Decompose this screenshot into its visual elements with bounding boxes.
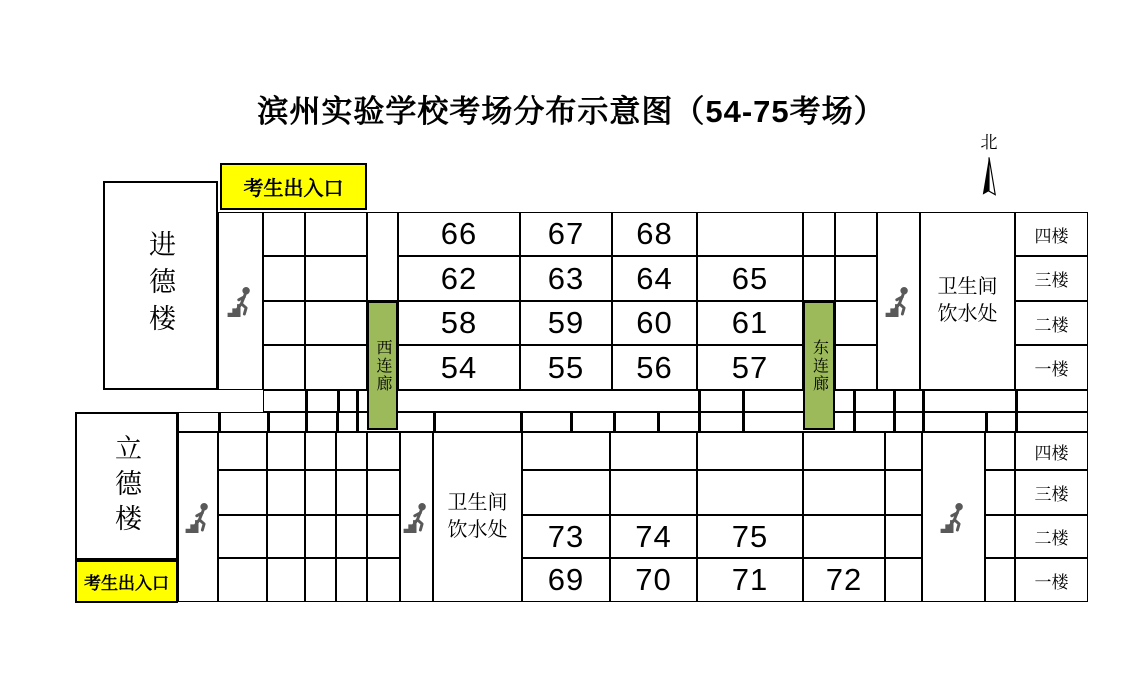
corridor-divider bbox=[356, 412, 359, 432]
room-cell: 67 bbox=[520, 212, 612, 256]
stairwell-cell bbox=[178, 432, 218, 602]
restroom-label-line2: 饮水处 bbox=[937, 303, 998, 325]
room-cell: 54 bbox=[398, 345, 520, 390]
empty-cell bbox=[305, 558, 336, 602]
corridor-divider bbox=[218, 412, 221, 432]
floor-label-cell: 四楼 bbox=[1015, 212, 1088, 256]
stairs-icon bbox=[183, 500, 214, 535]
empty-cell bbox=[267, 470, 305, 515]
corridor-divider bbox=[356, 390, 359, 412]
corridor-divider bbox=[742, 390, 745, 412]
jinde-building bbox=[103, 181, 218, 390]
room-cell bbox=[803, 515, 885, 558]
empty-cell bbox=[835, 212, 877, 256]
entrance-upper-label: 考生出入口 bbox=[243, 178, 344, 200]
west-corridor bbox=[367, 301, 398, 430]
corridor-divider bbox=[433, 412, 436, 432]
room-cell: 56 bbox=[612, 345, 697, 390]
empty-cell bbox=[263, 301, 305, 345]
room-cell: 73 bbox=[522, 515, 610, 558]
empty-cell bbox=[267, 432, 305, 470]
room-cell: 74 bbox=[610, 515, 697, 558]
empty-cell bbox=[803, 256, 835, 301]
east-corridor bbox=[803, 301, 835, 430]
empty-cell bbox=[305, 345, 367, 390]
corridor-strip-lower bbox=[178, 412, 1088, 432]
room-cell bbox=[522, 432, 610, 470]
empty-cell bbox=[885, 515, 922, 558]
corridor-divider bbox=[267, 412, 270, 432]
entrance-lower-label: 考生出入口 bbox=[84, 574, 169, 593]
north-indicator bbox=[972, 128, 1006, 197]
page-title: 滨州实验学校考场分布示意图（54-75考场） bbox=[257, 94, 886, 129]
restroom-label-line1: 卫生间 bbox=[937, 276, 998, 298]
room-cell: 59 bbox=[520, 301, 612, 345]
restroom-cell-lower bbox=[433, 432, 522, 602]
room-cell: 75 bbox=[697, 515, 803, 558]
east-corridor-label: 东连廊 bbox=[810, 338, 828, 393]
room-cell: 60 bbox=[612, 301, 697, 345]
stairwell-cell bbox=[400, 432, 433, 602]
empty-cell bbox=[336, 432, 367, 470]
empty-cell bbox=[336, 558, 367, 602]
corridor-divider bbox=[853, 412, 856, 432]
empty-cell bbox=[835, 345, 877, 390]
room-cell: 62 bbox=[398, 256, 520, 301]
entrance-upper bbox=[220, 163, 367, 210]
floor-label-cell: 三楼 bbox=[1015, 470, 1088, 515]
floor-label-cell: 二楼 bbox=[1015, 301, 1088, 345]
corridor-divider bbox=[922, 412, 925, 432]
stairs-icon bbox=[883, 284, 914, 319]
empty-cell bbox=[367, 212, 398, 301]
empty-cell bbox=[367, 515, 400, 558]
corridor-divider bbox=[853, 390, 856, 412]
corridor-divider bbox=[893, 412, 896, 432]
corridor-divider bbox=[698, 412, 701, 432]
room-cell bbox=[697, 470, 803, 515]
room-cell: 61 bbox=[697, 301, 803, 345]
room-cell: 63 bbox=[520, 256, 612, 301]
room-cell: 68 bbox=[612, 212, 697, 256]
corridor-divider bbox=[570, 412, 573, 432]
north-arrow-icon bbox=[981, 155, 997, 197]
empty-cell bbox=[263, 212, 305, 256]
corridor-divider bbox=[698, 390, 701, 412]
room-cell: 70 bbox=[610, 558, 697, 602]
room-cell: 72 bbox=[803, 558, 885, 602]
empty-cell bbox=[305, 301, 367, 345]
empty-cell bbox=[885, 470, 922, 515]
stairs-icon bbox=[938, 500, 969, 535]
stairwell-cell bbox=[218, 212, 263, 390]
room-cell: 57 bbox=[697, 345, 803, 390]
room-cell bbox=[697, 212, 803, 256]
corridor-divider bbox=[742, 412, 745, 432]
corridor-divider bbox=[985, 412, 988, 432]
corridor-divider bbox=[893, 390, 896, 412]
empty-cell bbox=[835, 256, 877, 301]
floor-label-cell: 一楼 bbox=[1015, 345, 1088, 390]
room-cell: 71 bbox=[697, 558, 803, 602]
floor-label-cell: 一楼 bbox=[1015, 558, 1088, 602]
floor-label-cell: 三楼 bbox=[1015, 256, 1088, 301]
room-cell bbox=[522, 470, 610, 515]
empty-cell bbox=[263, 256, 305, 301]
corridor-divider bbox=[1015, 412, 1018, 432]
corridor-divider bbox=[1015, 390, 1018, 412]
stairwell-cell bbox=[877, 212, 920, 390]
room-cell bbox=[610, 432, 697, 470]
empty-cell bbox=[305, 470, 336, 515]
room-cell: 69 bbox=[522, 558, 610, 602]
restroom-label-line2: 饮水处 bbox=[447, 519, 508, 541]
empty-cell bbox=[218, 470, 267, 515]
empty-cell bbox=[263, 345, 305, 390]
empty-cell bbox=[985, 558, 1015, 602]
empty-cell bbox=[305, 515, 336, 558]
empty-cell bbox=[885, 558, 922, 602]
room-cell bbox=[697, 432, 803, 470]
room-cell: 64 bbox=[612, 256, 697, 301]
empty-cell bbox=[885, 432, 922, 470]
floor-label-cell: 四楼 bbox=[1015, 432, 1088, 470]
empty-cell bbox=[367, 470, 400, 515]
empty-cell bbox=[367, 432, 400, 470]
floor-label-cell: 二楼 bbox=[1015, 515, 1088, 558]
empty-cell bbox=[835, 301, 877, 345]
empty-cell bbox=[336, 515, 367, 558]
empty-cell bbox=[336, 470, 367, 515]
room-cell bbox=[610, 470, 697, 515]
lide-building bbox=[75, 412, 178, 560]
room-cell: 58 bbox=[398, 301, 520, 345]
empty-cell bbox=[985, 470, 1015, 515]
lide-building-label: 立德楼 bbox=[111, 433, 141, 539]
corridor-divider bbox=[337, 390, 340, 412]
empty-cell bbox=[218, 515, 267, 558]
empty-cell bbox=[218, 432, 267, 470]
jinde-building-label: 进德楼 bbox=[145, 230, 175, 341]
north-label: 北 bbox=[980, 133, 998, 152]
west-corridor-label: 西连廊 bbox=[374, 338, 391, 393]
corridor-divider bbox=[613, 412, 616, 432]
empty-cell bbox=[985, 515, 1015, 558]
empty-cell bbox=[305, 212, 367, 256]
corridor-divider bbox=[922, 390, 925, 412]
corridor-divider bbox=[305, 412, 308, 432]
stairs-icon bbox=[225, 284, 256, 319]
empty-cell bbox=[267, 558, 305, 602]
stairwell-cell bbox=[922, 432, 985, 602]
room-cell: 55 bbox=[520, 345, 612, 390]
empty-cell bbox=[267, 515, 305, 558]
empty-cell bbox=[985, 432, 1015, 470]
empty-cell bbox=[367, 558, 400, 602]
restroom-label-line1: 卫生间 bbox=[447, 492, 508, 514]
room-cell: 65 bbox=[697, 256, 803, 301]
empty-cell bbox=[803, 212, 835, 256]
corridor-divider bbox=[305, 390, 308, 412]
corridor-divider bbox=[520, 412, 523, 432]
entrance-lower bbox=[75, 560, 178, 603]
stairs-icon bbox=[401, 500, 432, 535]
room-cell: 66 bbox=[398, 212, 520, 256]
corridor-divider bbox=[657, 412, 660, 432]
empty-cell bbox=[305, 432, 336, 470]
room-cell bbox=[803, 432, 885, 470]
empty-cell bbox=[305, 256, 367, 301]
corridor-divider bbox=[336, 412, 339, 432]
empty-cell bbox=[218, 558, 267, 602]
restroom-cell-upper bbox=[920, 212, 1015, 390]
room-cell bbox=[803, 470, 885, 515]
